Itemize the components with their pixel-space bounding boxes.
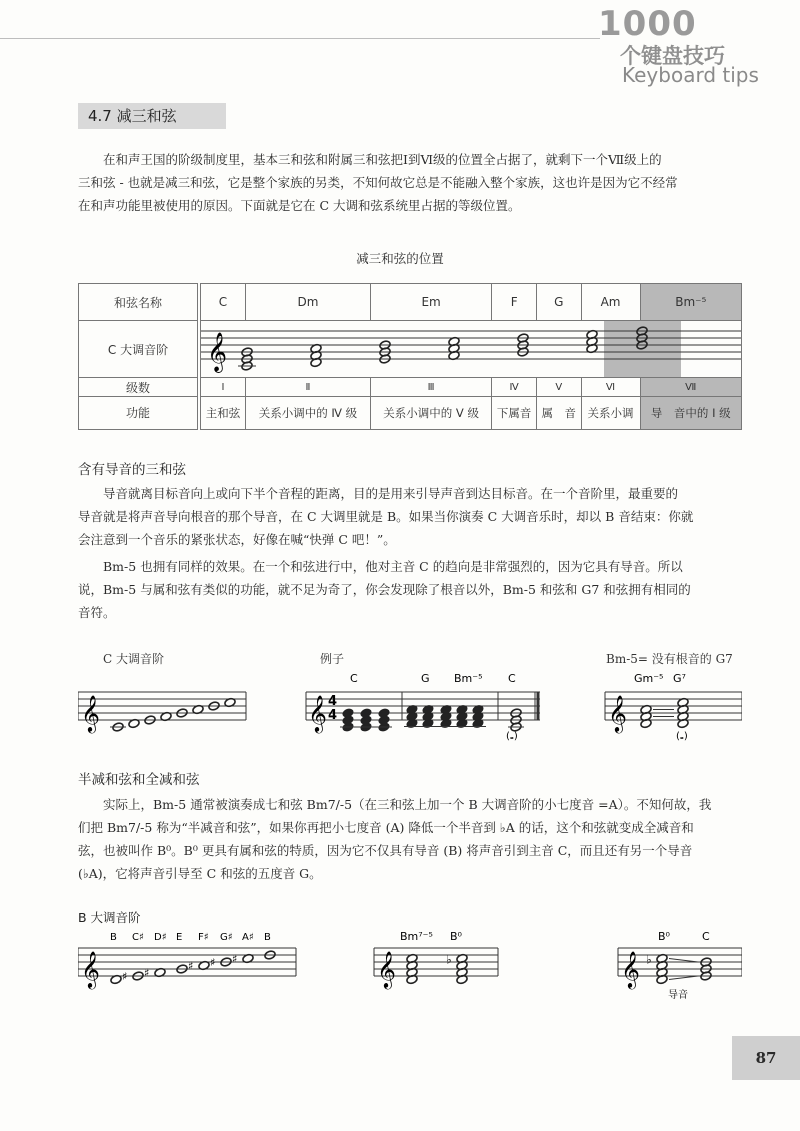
text-line: 导音就是将声音导向根音的那个导音，在 C 大调里就是 B。如果当你演奏 C 大调音乐时，却以 B 音结束：你就 (78, 509, 694, 524)
leading-tone-heading: 含有导音的三和弦 (78, 462, 186, 478)
chord-symbol: Bm⁷⁻⁵ (400, 930, 433, 943)
bm5-g7-staff (605, 672, 742, 742)
flat-sign: ♭ (446, 952, 452, 967)
time-signature: 4 (328, 694, 338, 709)
intro-line: 在和声王国的阶级制度里，基本三和弦和附属三和弦把Ⅰ到Ⅵ级的位置全占据了，就剩下一个Ⅶ级上的 (103, 152, 662, 167)
scale-staff-cell (199, 321, 742, 378)
resolution-arrow (669, 959, 698, 963)
accidental: ♯ (188, 959, 194, 973)
progression-notes (340, 704, 524, 742)
diminished-position-table (78, 283, 742, 430)
degree-cell: Ⅳ (492, 378, 537, 397)
example-caption: Bm-5= 没有根音的 G7 (606, 652, 733, 666)
flat-sign: ♭ (646, 952, 652, 967)
b-major-scale-caption: B 大调音阶 (78, 910, 141, 925)
degree-cell: Ⅵ (581, 378, 640, 397)
function-cell: 关系小调中的 Ⅳ 级 (245, 397, 370, 430)
example-caption: C 大调音阶 (103, 652, 164, 666)
row-label: C 大调音阶 (79, 321, 200, 378)
table-row (79, 378, 742, 397)
text-line: 实际上，Bm-5 通常被演奏成七和弦 Bm7/-5（在三和弦上加一个 B 大调音阶的小七度音 =A）。不知何故，我 (103, 797, 712, 812)
treble-clef-icon: 𝄞 (81, 950, 100, 988)
intro-line: 在和声功能里被使用的原因。下面就是它在 C 大调和弦系统里占据的等级位置。 (78, 198, 521, 213)
text-line: 音符。 (78, 605, 116, 620)
chord-symbol: Gm⁻⁵ (634, 672, 664, 685)
scale-note-label: B (110, 932, 117, 943)
chord-symbol: B⁰ (658, 930, 670, 943)
text-line: 导音就离目标音向上或向下半个音程的距离，目的是用来引导声音到达目标音。在一个音阶里，最重要的 (103, 486, 679, 501)
optional-note: (𝅝) (506, 731, 518, 742)
leading-tone-label: 导音 (668, 990, 688, 1001)
chord-symbol: B⁰ (450, 930, 462, 943)
scale-notes (110, 697, 236, 732)
half-diminished-staff-examples (78, 928, 742, 1006)
function-cell: 属 音 (536, 397, 581, 430)
chord-name-cell: G (536, 284, 581, 321)
c-major-scale-staff (78, 692, 246, 733)
resolution-arrow (669, 976, 698, 980)
leading-tone-paragraph-1 (78, 482, 742, 551)
degree-cell: Ⅴ (536, 378, 581, 397)
function-cell: 导 音中的 Ⅰ 级 (640, 397, 741, 430)
text-line: 说，Bm-5 与属和弦有类似的功能，就不足为奇了，你会发现除了根音以外，Bm-5 和弦和 G7 和弦拥有相同的 (78, 582, 691, 597)
degree-cell: Ⅶ (640, 378, 741, 397)
accidental: ♯ (232, 952, 238, 966)
chord-symbol: C (350, 672, 358, 685)
treble-clef-icon: 𝄞 (621, 950, 640, 988)
text-line: (♭A)，它将声音引导至 C 和弦的五度音 G。 (78, 866, 322, 881)
function-cell: 关系小调中的 Ⅴ 级 (370, 397, 491, 430)
treble-clef-icon: 𝄞 (608, 694, 627, 732)
chord-stacks (238, 326, 648, 371)
text-line: 会注意到一个音乐的紧张状态，好像在喊“快弹 C 吧！”。 (78, 532, 396, 547)
scale-note-label: D♯ (154, 932, 167, 943)
text-line: 们把 Bm7/-5 称为“半减音和弦”，如果你再把小七度音 (A) 降低一个半音到 ♭A 的话，这个和弦就变成全减音和 (78, 820, 694, 835)
example-progression-staff (306, 672, 540, 742)
chord-name-cell: Em (370, 284, 491, 321)
chord-symbol: C (508, 672, 516, 685)
treble-clef-icon: 𝄞 (81, 694, 100, 732)
text-line: Bm-5 也拥有同样的效果。在一个和弦进行中，他对主音 C 的趋向是非常强烈的，因为它具有导音。所以 (103, 559, 683, 574)
chord-symbol: G⁷ (673, 672, 686, 685)
logo-title-en: Keyboard tips (622, 63, 759, 87)
chord-name-cell: F (492, 284, 537, 321)
time-signature: 4 (328, 708, 338, 723)
function-cell: 关系小调 (581, 397, 640, 430)
example-caption: 例子 (320, 652, 345, 666)
chord-name-cell: Bm⁻⁵ (640, 284, 741, 321)
leading-tone-paragraph-2 (78, 555, 742, 624)
scale-note-label: C♯ (132, 932, 144, 943)
scale-note-label: E (176, 932, 183, 943)
chord-name-cell: C (199, 284, 245, 321)
logo-number: 1000 (598, 4, 697, 44)
intro-paragraph (78, 148, 742, 217)
chord-name-cell: Am (581, 284, 640, 321)
table-row (79, 284, 742, 321)
treble-clef-icon: 𝄞 (377, 950, 396, 988)
optional-note: (𝅝) (676, 731, 688, 742)
row-label: 功能 (79, 397, 200, 430)
table-row (79, 321, 742, 378)
function-cell: 下属音 (492, 397, 537, 430)
intro-line: 三和弦 - 也就是减三和弦，它是整个家族的另类，不知何故它总是不能融入整个家族，这也许是因为它不经常 (78, 175, 678, 190)
half-diminished-paragraph (78, 793, 742, 885)
chord-symbol: C (702, 930, 710, 943)
scale-note-label: A♯ (242, 932, 254, 943)
resolution-staff (618, 930, 742, 1001)
treble-clef-icon: 𝄞 (207, 332, 228, 372)
accidental: ♯ (122, 970, 128, 983)
degree-cell: Ⅱ (245, 378, 370, 397)
degree-cell: Ⅲ (370, 378, 491, 397)
table-row (79, 397, 742, 430)
header-rule (0, 38, 600, 39)
chord-symbol: Bm⁻⁵ (454, 672, 483, 685)
accidental: ♯ (144, 966, 150, 980)
function-cell: 主和弦 (199, 397, 245, 430)
row-label: 和弦名称 (79, 284, 200, 321)
scale-note-label: F♯ (198, 932, 209, 943)
scale-note-label: G♯ (220, 932, 233, 943)
logo-title-cn: 个键盘技巧 (620, 44, 725, 68)
section-title: 4.7 减三和弦 (78, 103, 226, 129)
leading-tone-staff-examples (78, 672, 742, 752)
page-number: 87 (732, 1036, 800, 1080)
table-title: 减三和弦的位置 (356, 251, 444, 266)
scale-note-label: B (264, 932, 271, 943)
scale-staff (201, 321, 741, 377)
chord-name-cell: Dm (245, 284, 370, 321)
row-label: 级数 (79, 378, 200, 397)
chord-symbol: G (421, 672, 430, 685)
text-line: 弦，也被叫作 B⁰。B⁰ 更具有属和弦的特质，因为它不仅具有导音 (B) 将声音引到主音 C，而且还有另一个导音 (78, 843, 693, 858)
treble-clef-icon: 𝄞 (308, 694, 327, 732)
scale-note-labels (110, 932, 271, 943)
half-diminished-heading: 半减和弦和全减和弦 (78, 772, 200, 788)
accidental: ♯ (210, 956, 216, 969)
b-major-scale-staff (78, 932, 296, 989)
half-full-diminished-staff (374, 930, 498, 989)
degree-cell: Ⅰ (199, 378, 245, 397)
